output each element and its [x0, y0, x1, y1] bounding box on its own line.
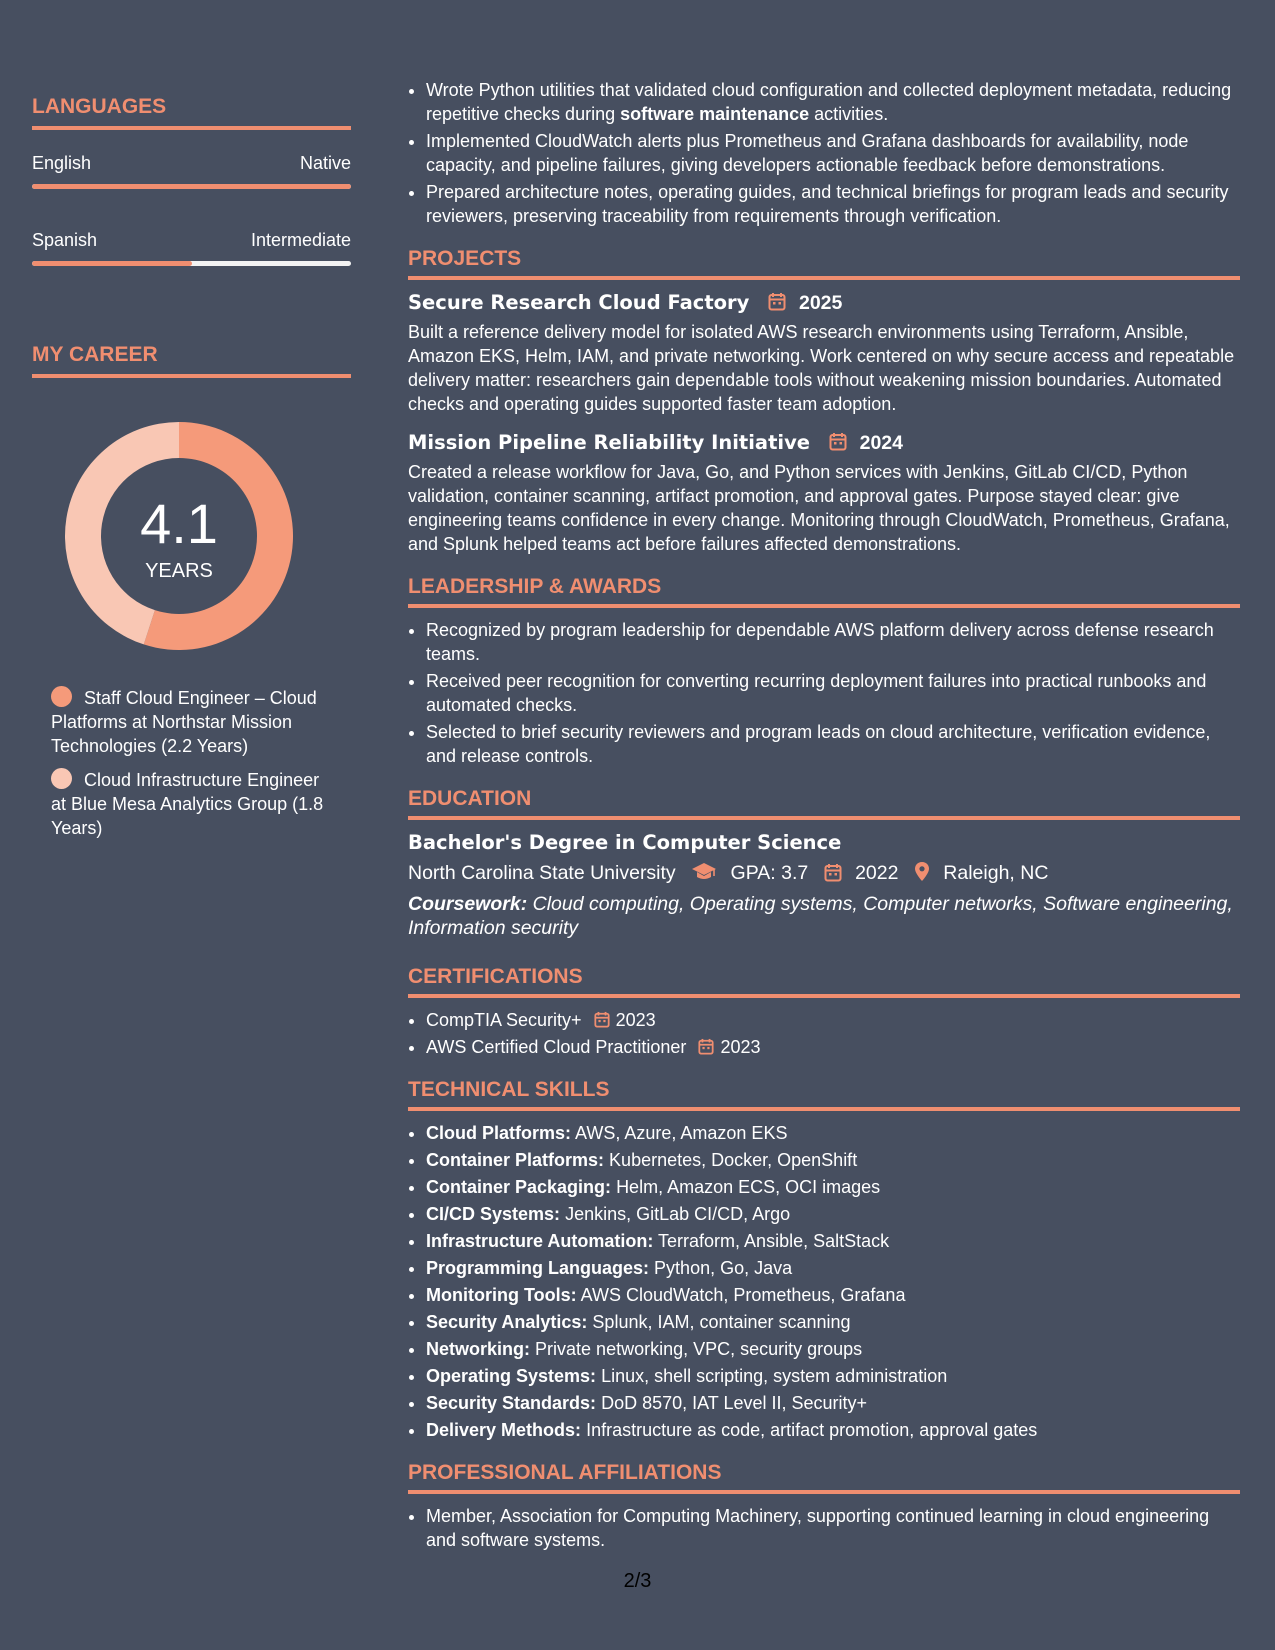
career-legend — [32, 686, 336, 840]
leadership-item: • Recognized by program leadership for dependable AWS platform delivery across defense research teams. — [426, 618, 1240, 666]
education-heading: EDUCATION — [408, 786, 1240, 820]
skill-value: AWS, Azure, Amazon EKS — [575, 1123, 788, 1143]
experience-bullet-list — [408, 78, 1240, 228]
skills-list — [408, 1121, 1240, 1442]
education-meta — [408, 860, 1240, 886]
bullet-bold-text: software maintenance — [620, 104, 810, 124]
legend-dot — [51, 686, 72, 707]
skill-label: Security Analytics: — [426, 1312, 588, 1332]
page-number: 2/3 — [623, 1570, 652, 1592]
certification-name: CompTIA Security+ — [426, 1010, 582, 1030]
skill-label: Monitoring Tools: — [426, 1285, 577, 1305]
education-gpa: GPA: 3.7 — [730, 862, 809, 884]
coursework-label: Coursework: — [408, 893, 528, 915]
skill-item — [426, 1337, 1240, 1361]
calendar-icon — [824, 863, 842, 882]
language-proficiency-bar — [32, 261, 351, 266]
language-name: English — [32, 153, 92, 173]
career-role-item — [51, 686, 336, 758]
skill-item — [426, 1391, 1240, 1415]
project-year: 2025 — [798, 292, 843, 314]
bullet-text: Prepared architecture notes, operating guides, and technical briefings for program leads and security reviewers, preserving traceability from requirements through verification. — [426, 182, 1229, 226]
career-donut-chart — [65, 422, 293, 650]
language-item — [32, 152, 351, 189]
language-item — [32, 229, 351, 266]
career-total-years: 4.1 — [140, 492, 218, 555]
skill-item — [426, 1310, 1240, 1334]
language-level: Native — [299, 153, 351, 173]
bullet-text: Wrote Python utilities that validated cloud configuration and collected deployment metadata, reducing repetitive checks during — [426, 80, 1232, 124]
projects-section — [408, 246, 1240, 556]
certification-item — [426, 1035, 1240, 1059]
sidebar — [32, 94, 351, 850]
project-description: Created a release workflow for Java, Go, and Python services with Jenkins, GitLab CI/CD, Python validation, container scanning, artifact promotion, and approval gates. Purpose stayed clear: give engineering teams confidence in every change. Monitoring through CloudWatch, Prometheus, Grafana, and Splunk helped teams act before failures affected demonstrations. — [408, 462, 1230, 554]
career-role-item — [51, 768, 336, 840]
skill-item — [426, 1418, 1240, 1442]
skill-value: Splunk, IAM, container scanning — [592, 1312, 851, 1332]
language-proficiency-fill — [32, 261, 192, 266]
calendar-icon — [829, 432, 847, 451]
skill-item — [426, 1202, 1240, 1226]
skill-label: Infrastructure Automation: — [426, 1231, 654, 1251]
main-column — [408, 78, 1240, 1555]
skill-label: Programming Languages: — [426, 1258, 650, 1278]
bullet-text: Implemented CloudWatch alerts plus Prometheus and Grafana dashboards for availability, node capacity, and pipeline failures, giving developers actionable feedback before demonstrations. — [426, 131, 1189, 175]
skills-section — [408, 1077, 1240, 1442]
skill-item — [426, 1229, 1240, 1253]
education-section — [408, 786, 1240, 940]
experience-bullet — [426, 180, 1240, 228]
skill-value: Private networking, VPC, security groups — [535, 1339, 863, 1359]
certification-item — [426, 1008, 1240, 1032]
certifications-heading: CERTIFICATIONS — [408, 964, 1240, 998]
language-proficiency-fill — [32, 184, 351, 189]
skill-item — [426, 1175, 1240, 1199]
project-title: Mission Pipeline Reliability Initiative — [408, 431, 811, 454]
skill-value: Linux, shell scripting, system administration — [601, 1366, 948, 1386]
bullet-text-end: activities. — [809, 104, 889, 124]
education-year: 2022 — [855, 862, 899, 884]
certification-year: 2023 — [615, 1010, 656, 1030]
language-name: Spanish — [32, 230, 98, 250]
experience-bullet — [426, 78, 1240, 126]
skill-value: AWS CloudWatch, Prometheus, Grafana — [580, 1285, 906, 1305]
affiliation-item: • Member, Association for Computing Machinery, supporting continued learning in cloud engineering and software systems. — [426, 1504, 1240, 1552]
skill-label: Networking: — [426, 1339, 531, 1359]
affiliations-list — [408, 1504, 1240, 1552]
skill-value: Jenkins, GitLab CI/CD, Argo — [565, 1204, 791, 1224]
education-location: Raleigh, NC — [943, 862, 1049, 884]
skills-heading: TECHNICAL SKILLS — [408, 1077, 1240, 1111]
project-title-row — [408, 290, 1240, 316]
leadership-item: • Selected to brief security reviewers and program leads on cloud architecture, verification evidence, and release controls. — [426, 720, 1240, 768]
languages-heading: LANGUAGES — [32, 94, 351, 130]
affiliations-section — [408, 1460, 1240, 1552]
calendar-icon — [698, 1038, 714, 1055]
education-degree: Bachelor's Degree in Computer Science — [408, 831, 842, 854]
affiliations-heading: PROFESSIONAL AFFILIATIONS — [408, 1460, 1240, 1494]
leadership-heading: LEADERSHIP & AWARDS — [408, 574, 1240, 608]
coursework-text: Cloud computing, Operating systems, Computer networks, Software engineering, Information security — [408, 893, 1233, 939]
experience-bullet — [426, 129, 1240, 177]
skill-item — [426, 1364, 1240, 1388]
skill-label: Delivery Methods: — [426, 1420, 582, 1440]
calendar-icon — [768, 292, 786, 311]
skill-value: DoD 8570, IAT Level II, Security+ — [601, 1393, 868, 1413]
skill-value: Infrastructure as code, artifact promotion, approval gates — [586, 1420, 1038, 1440]
certification-name: AWS Certified Cloud Practitioner — [426, 1037, 687, 1057]
leadership-item: • Received peer recognition for converting recurring deployment failures into practical runbooks and automated checks. — [426, 669, 1240, 717]
career-role-text: Cloud Infrastructure Engineer at Blue Mesa Analytics Group (1.8 Years) — [51, 770, 324, 838]
skill-item — [426, 1148, 1240, 1172]
graduation-cap-icon — [691, 862, 717, 882]
projects-heading: PROJECTS — [408, 246, 1240, 280]
certifications-list — [408, 1008, 1240, 1059]
project-title-row — [408, 430, 1240, 456]
education-school: North Carolina State University — [408, 862, 676, 884]
career-role-text: Staff Cloud Engineer – Cloud Platforms at Northstar Mission Technologies (2.2 Years) — [51, 688, 317, 756]
skill-label: Operating Systems: — [426, 1366, 597, 1386]
skill-label: CI/CD Systems: — [426, 1204, 561, 1224]
skill-item — [426, 1283, 1240, 1307]
skill-value: Kubernetes, Docker, OpenShift — [609, 1150, 858, 1170]
project-year: 2024 — [859, 432, 903, 454]
skill-value: Python, Go, Java — [654, 1258, 793, 1278]
language-level: Intermediate — [250, 230, 351, 250]
project-description: Built a reference delivery model for isolated AWS research environments using Terraform, Ansible, Amazon EKS, Helm, IAM, and private networking. Work centered on why secure access and repeatable delivery matter: researchers gain dependable tools without weakening mission boundaries. Automated checks and operating guides supported faster team adoption. — [408, 322, 1235, 414]
skill-label: Security Standards: — [426, 1393, 597, 1413]
skill-label: Container Packaging: — [426, 1177, 612, 1197]
certifications-section — [408, 964, 1240, 1059]
project-title: Secure Research Cloud Factory — [408, 291, 750, 314]
skill-item — [426, 1256, 1240, 1280]
skill-item — [426, 1121, 1240, 1145]
skill-label: Cloud Platforms: — [426, 1123, 572, 1143]
certification-year: 2023 — [720, 1037, 761, 1057]
career-heading: MY CAREER — [32, 342, 351, 378]
leadership-list — [408, 618, 1240, 768]
career-years-unit: YEARS — [145, 560, 213, 582]
language-proficiency-bar — [32, 184, 351, 189]
legend-dot — [51, 768, 72, 789]
location-pin-icon — [914, 861, 930, 882]
calendar-icon — [594, 1011, 610, 1028]
skill-label: Container Platforms: — [426, 1150, 605, 1170]
leadership-section — [408, 574, 1240, 768]
skill-value: Helm, Amazon ECS, OCI images — [616, 1177, 881, 1197]
education-coursework — [408, 892, 1240, 940]
skill-value: Terraform, Ansible, SaltStack — [658, 1231, 890, 1251]
